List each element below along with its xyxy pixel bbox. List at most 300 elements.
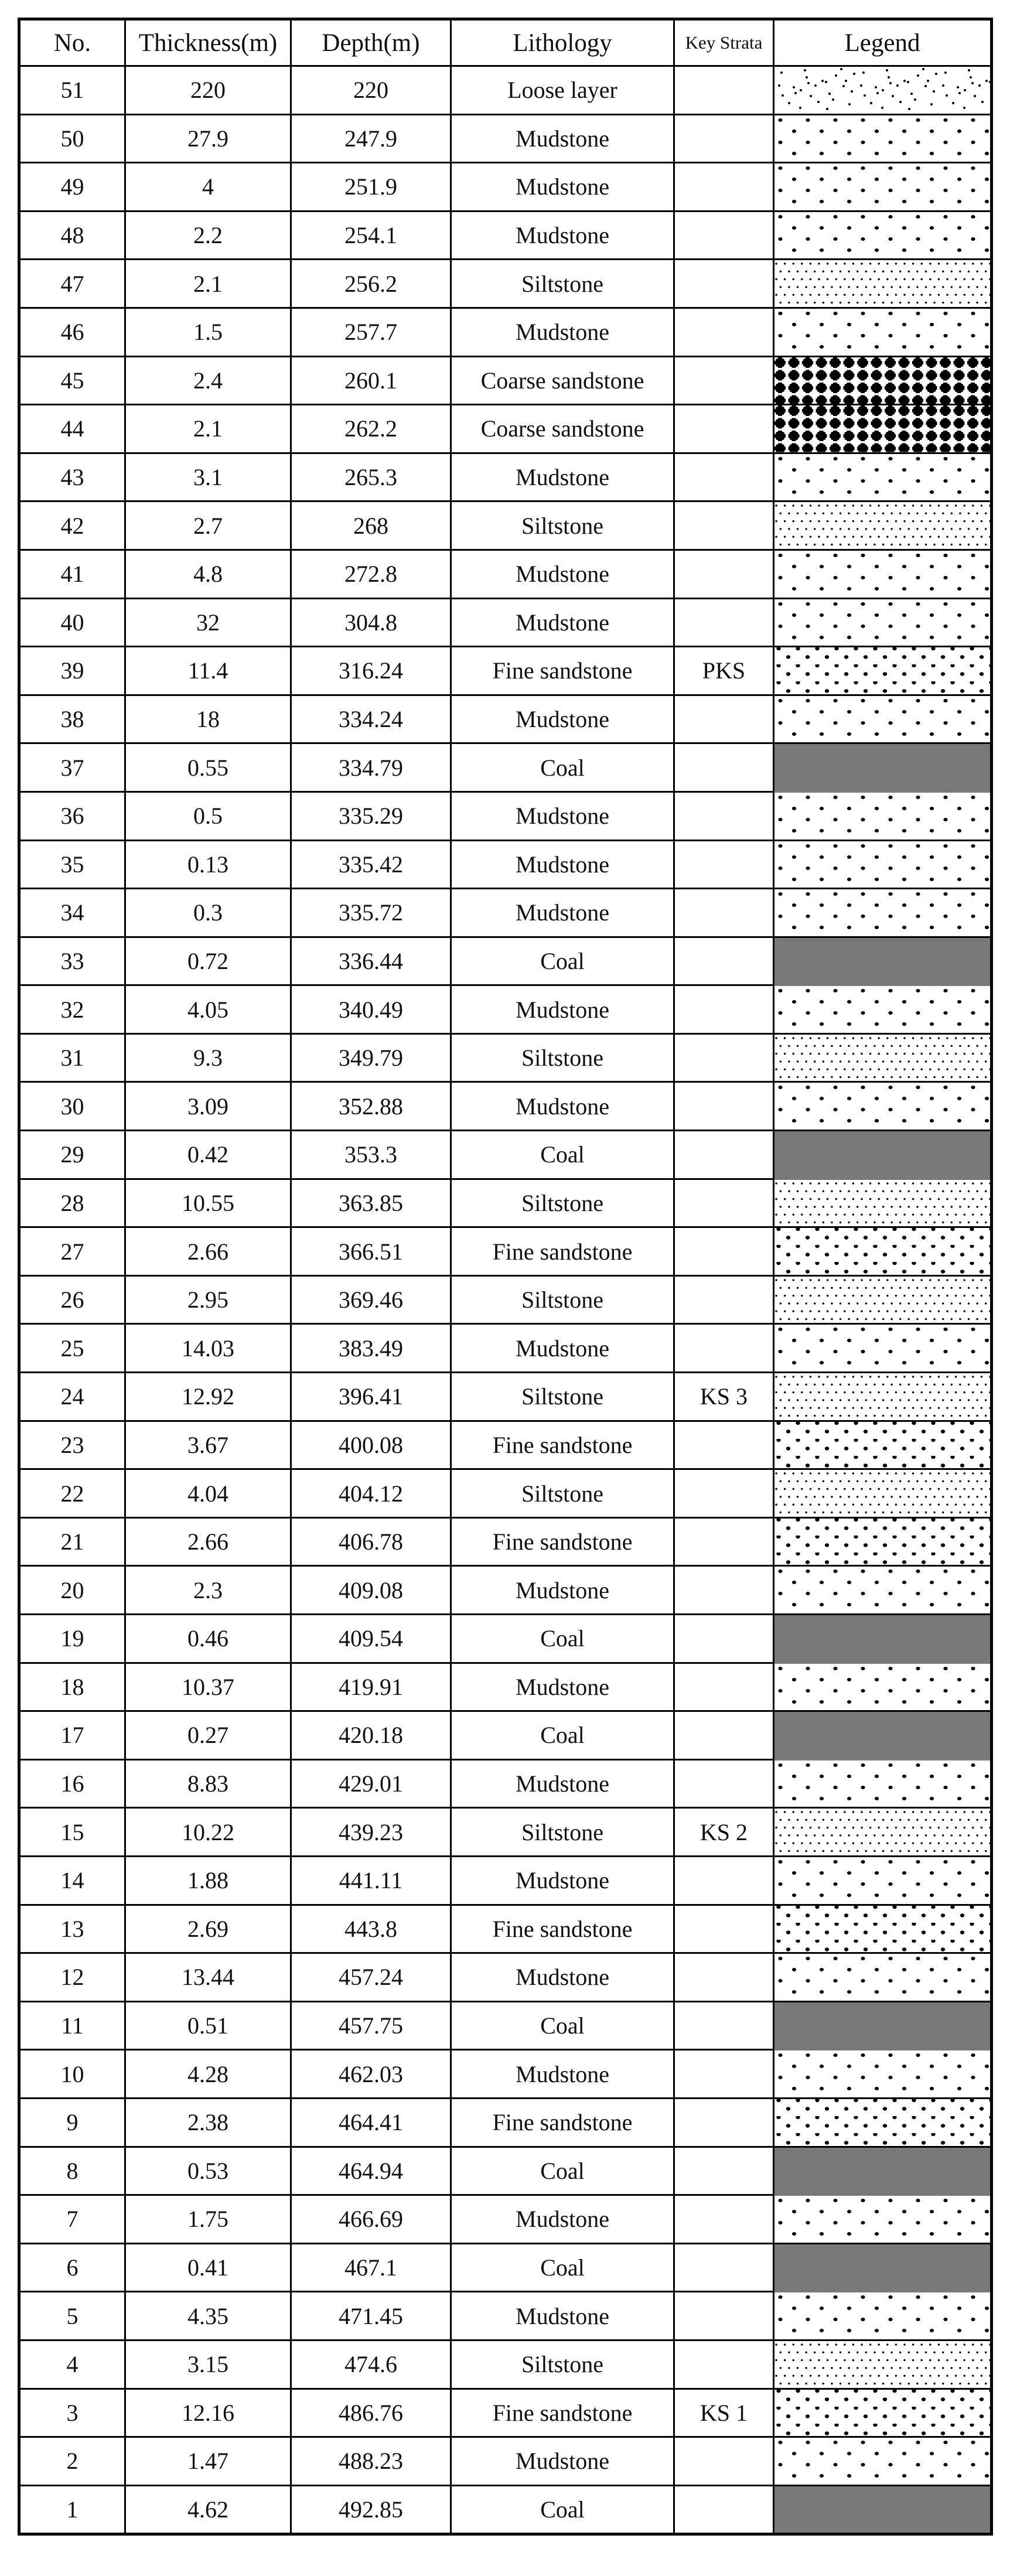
cell-lithology: Mudstone [451, 1324, 674, 1373]
legend-mudstone-pattern [774, 985, 992, 1034]
cell-thickness: 0.13 [125, 840, 291, 889]
cell-key-strata [674, 356, 774, 405]
legend-coal-fill [774, 2001, 992, 2050]
cell-key-strata [674, 2147, 774, 2195]
cell-lithology: Mudstone [451, 695, 674, 743]
cell-key-strata [674, 211, 774, 260]
cell-thickness: 0.51 [125, 2001, 291, 2050]
cell-depth: 251.9 [291, 163, 451, 211]
cell-no: 28 [19, 1179, 125, 1227]
cell-key-strata [674, 405, 774, 453]
cell-no: 4 [19, 2340, 125, 2389]
cell-lithology: Coal [451, 1131, 674, 1179]
cell-depth: 443.8 [291, 1905, 451, 1953]
cell-thickness: 0.3 [125, 889, 291, 937]
cell-key-strata: KS 3 [674, 1373, 774, 1421]
cell-thickness: 27.9 [125, 114, 291, 163]
fine-pattern-icon [774, 1519, 990, 1565]
table-row [19, 1275, 992, 1324]
cell-depth: 369.46 [291, 1275, 451, 1324]
cell-no: 10 [19, 2050, 125, 2099]
cell-lithology: Coarse sandstone [451, 356, 674, 405]
cell-depth: 334.79 [291, 743, 451, 792]
cell-thickness: 3.1 [125, 453, 291, 501]
cell-thickness: 12.16 [125, 2389, 291, 2437]
cell-lithology: Coal [451, 2485, 674, 2534]
cell-key-strata [674, 2485, 774, 2534]
cell-depth: 260.1 [291, 356, 451, 405]
cell-key-strata [674, 1663, 774, 1711]
cell-no: 43 [19, 453, 125, 501]
cell-key-strata [674, 163, 774, 211]
cell-depth: 419.91 [291, 1663, 451, 1711]
cell-depth: 441.11 [291, 1856, 451, 1905]
fine-pattern-icon [774, 647, 990, 694]
mudstone-pattern-icon [774, 599, 990, 646]
cell-depth: 474.6 [291, 2340, 451, 2389]
table-row [19, 1711, 992, 1760]
cell-key-strata [674, 501, 774, 550]
siltstone-pattern-icon [774, 1035, 990, 1081]
cell-depth: 335.72 [291, 889, 451, 937]
siltstone-pattern-icon [774, 2341, 990, 2388]
cell-key-strata [674, 2292, 774, 2340]
mudstone-pattern-icon [774, 1664, 990, 1711]
legend-fine-pattern [774, 2098, 992, 2147]
table-row [19, 114, 992, 163]
table-row [19, 356, 992, 405]
legend-coal-fill [774, 937, 992, 985]
cell-lithology: Mudstone [451, 114, 674, 163]
header-legend: Legend [774, 19, 992, 66]
cell-key-strata [674, 1275, 774, 1324]
table-row [19, 1421, 992, 1469]
table-row [19, 1856, 992, 1905]
table-row [19, 598, 992, 647]
cell-key-strata [674, 2001, 774, 2050]
cell-key-strata [674, 695, 774, 743]
cell-lithology: Siltstone [451, 1373, 674, 1421]
header-row [19, 19, 992, 66]
table-row [19, 2437, 992, 2486]
table-row [19, 2195, 992, 2244]
mudstone-pattern-icon [774, 2196, 990, 2243]
fine-pattern-icon [774, 1228, 990, 1275]
cell-no: 18 [19, 1663, 125, 1711]
mudstone-pattern-icon [774, 1567, 990, 1613]
cell-lithology: Mudstone [451, 550, 674, 598]
cell-thickness: 0.46 [125, 1615, 291, 1663]
cell-depth: 336.44 [291, 937, 451, 985]
cell-depth: 467.1 [291, 2243, 451, 2292]
legend-mudstone-pattern [774, 889, 992, 937]
cell-key-strata [674, 260, 774, 308]
mudstone-pattern-icon [774, 1083, 990, 1130]
legend-fine-pattern [774, 2389, 992, 2437]
cell-thickness: 2.2 [125, 211, 291, 260]
table-row [19, 2243, 992, 2292]
cell-no: 37 [19, 743, 125, 792]
cell-key-strata [674, 889, 774, 937]
cell-thickness: 2.66 [125, 1517, 291, 1566]
legend-mudstone-pattern [774, 1759, 992, 1808]
coarse-pattern-icon [774, 357, 990, 404]
cell-no: 39 [19, 647, 125, 695]
cell-thickness: 1.5 [125, 308, 291, 356]
cell-thickness: 0.53 [125, 2147, 291, 2195]
cell-key-strata [674, 1905, 774, 1953]
table-row [19, 695, 992, 743]
legend-mudstone-pattern [774, 163, 992, 211]
cell-thickness: 10.22 [125, 1808, 291, 1857]
cell-thickness: 3.09 [125, 1082, 291, 1131]
table-row [19, 1373, 992, 1421]
cell-lithology: Siltstone [451, 1179, 674, 1227]
cell-key-strata [674, 114, 774, 163]
cell-depth: 462.03 [291, 2050, 451, 2099]
fine-pattern-icon [774, 1906, 990, 1953]
cell-no: 12 [19, 1953, 125, 2002]
cell-lithology: Coal [451, 743, 674, 792]
cell-thickness: 13.44 [125, 1953, 291, 2002]
legend-mudstone-pattern [774, 2195, 992, 2244]
legend-siltstone-pattern [774, 1469, 992, 1518]
fine-pattern-icon [774, 2099, 990, 2146]
legend-coal-fill [774, 2485, 992, 2534]
cell-key-strata [674, 2050, 774, 2099]
cell-key-strata [674, 1517, 774, 1566]
legend-mudstone-pattern [774, 2050, 992, 2099]
legend-siltstone-pattern [774, 501, 992, 550]
table-row [19, 1905, 992, 1953]
mudstone-pattern-icon [774, 1857, 990, 1904]
cell-key-strata [674, 453, 774, 501]
table-row [19, 1615, 992, 1663]
legend-mudstone-pattern [774, 2292, 992, 2340]
cell-no: 9 [19, 2098, 125, 2147]
cell-lithology: Mudstone [451, 791, 674, 840]
cell-depth: 247.9 [291, 114, 451, 163]
cell-no: 51 [19, 66, 125, 115]
cell-depth: 457.24 [291, 1953, 451, 2002]
cell-lithology: Siltstone [451, 1275, 674, 1324]
cell-lithology: Coarse sandstone [451, 405, 674, 453]
cell-lithology: Mudstone [451, 1759, 674, 1808]
cell-lithology: Coal [451, 1711, 674, 1760]
cell-thickness: 0.5 [125, 791, 291, 840]
mudstone-pattern-icon [774, 1760, 990, 1807]
table-row [19, 1179, 992, 1227]
cell-no: 31 [19, 1033, 125, 1082]
cell-depth: 254.1 [291, 211, 451, 260]
legend-coal-fill [774, 1711, 992, 1760]
legend-coal-fill [774, 743, 992, 792]
siltstone-pattern-icon [774, 1470, 990, 1517]
table-row [19, 2292, 992, 2340]
cell-depth: 492.85 [291, 2485, 451, 2534]
cell-depth: 429.01 [291, 1759, 451, 1808]
cell-thickness: 1.75 [125, 2195, 291, 2244]
mudstone-pattern-icon [774, 2438, 990, 2485]
cell-key-strata [674, 1227, 774, 1276]
legend-coarse-pattern [774, 356, 992, 405]
mudstone-pattern-icon [774, 889, 990, 936]
cell-lithology: Coal [451, 1615, 674, 1663]
legend-siltstone-pattern [774, 1179, 992, 1227]
cell-no: 49 [19, 163, 125, 211]
cell-depth: 366.51 [291, 1227, 451, 1276]
legend-mudstone-pattern [774, 1856, 992, 1905]
cell-thickness: 4.8 [125, 550, 291, 598]
cell-no: 16 [19, 1759, 125, 1808]
mudstone-pattern-icon [774, 163, 990, 210]
cell-no: 5 [19, 2292, 125, 2340]
cell-thickness: 1.47 [125, 2437, 291, 2486]
cell-key-strata [674, 1759, 774, 1808]
cell-no: 11 [19, 2001, 125, 2050]
cell-no: 46 [19, 308, 125, 356]
cell-thickness: 220 [125, 66, 291, 115]
cell-key-strata: KS 2 [674, 1808, 774, 1857]
cell-depth: 409.08 [291, 1566, 451, 1615]
legend-fine-pattern [774, 647, 992, 695]
legend-mudstone-pattern [774, 308, 992, 356]
siltstone-pattern-icon [774, 502, 990, 549]
header-key-strata: Key Strata [674, 19, 774, 66]
cell-no: 14 [19, 1856, 125, 1905]
cell-lithology: Mudstone [451, 2050, 674, 2099]
table-header [19, 19, 992, 66]
cell-thickness: 9.3 [125, 1033, 291, 1082]
table-row [19, 2001, 992, 2050]
cell-thickness: 3.15 [125, 2340, 291, 2389]
legend-mudstone-pattern [774, 791, 992, 840]
legend-mudstone-pattern [774, 695, 992, 743]
legend-coal-fill [774, 2147, 992, 2195]
cell-no: 13 [19, 1905, 125, 1953]
cell-depth: 464.94 [291, 2147, 451, 2195]
table-row [19, 1517, 992, 1566]
cell-thickness: 4.04 [125, 1469, 291, 1518]
cell-lithology: Fine sandstone [451, 1517, 674, 1566]
cell-depth: 352.88 [291, 1082, 451, 1131]
mudstone-pattern-icon [774, 696, 990, 743]
cell-lithology: Coal [451, 2243, 674, 2292]
cell-lithology: Mudstone [451, 1856, 674, 1905]
table-row [19, 1131, 992, 1179]
cell-thickness: 2.3 [125, 1566, 291, 1615]
cell-depth: 409.54 [291, 1615, 451, 1663]
table-row [19, 1663, 992, 1711]
cell-key-strata [674, 1566, 774, 1615]
cell-lithology: Mudstone [451, 308, 674, 356]
cell-depth: 335.42 [291, 840, 451, 889]
cell-lithology: Mudstone [451, 985, 674, 1034]
cell-depth: 304.8 [291, 598, 451, 647]
legend-loose-pattern [774, 66, 992, 115]
cell-depth: 349.79 [291, 1033, 451, 1082]
cell-lithology: Mudstone [451, 453, 674, 501]
legend-mudstone-pattern [774, 114, 992, 163]
cell-depth: 268 [291, 501, 451, 550]
table-row [19, 1227, 992, 1276]
table-row [19, 889, 992, 937]
cell-depth: 466.69 [291, 2195, 451, 2244]
legend-mudstone-pattern [774, 211, 992, 260]
cell-no: 8 [19, 2147, 125, 2195]
cell-key-strata [674, 66, 774, 115]
cell-key-strata [674, 2098, 774, 2147]
cell-no: 40 [19, 598, 125, 647]
cell-thickness: 2.66 [125, 1227, 291, 1276]
mudstone-pattern-icon [774, 793, 990, 840]
cell-lithology: Mudstone [451, 1082, 674, 1131]
cell-lithology: Mudstone [451, 889, 674, 937]
mudstone-pattern-icon [774, 309, 990, 356]
legend-siltstone-pattern [774, 1275, 992, 1324]
cell-lithology: Siltstone [451, 501, 674, 550]
cell-thickness: 12.92 [125, 1373, 291, 1421]
siltstone-pattern-icon [774, 260, 990, 307]
cell-no: 23 [19, 1421, 125, 1469]
cell-lithology: Fine sandstone [451, 1905, 674, 1953]
legend-siltstone-pattern [774, 1033, 992, 1082]
legend-fine-pattern [774, 1517, 992, 1566]
cell-thickness: 4.28 [125, 2050, 291, 2099]
cell-depth: 439.23 [291, 1808, 451, 1857]
table-row [19, 2340, 992, 2389]
cell-key-strata [674, 840, 774, 889]
header-lithology: Lithology [451, 19, 674, 66]
cell-lithology: Fine sandstone [451, 647, 674, 695]
cell-no: 19 [19, 1615, 125, 1663]
cell-thickness: 11.4 [125, 647, 291, 695]
cell-lithology: Siltstone [451, 1469, 674, 1518]
legend-coal-fill [774, 2243, 992, 2292]
cell-key-strata [674, 1615, 774, 1663]
cell-lithology: Mudstone [451, 2292, 674, 2340]
cell-lithology: Loose layer [451, 66, 674, 115]
legend-mudstone-pattern [774, 1082, 992, 1131]
mudstone-pattern-icon [774, 841, 990, 888]
cell-no: 33 [19, 937, 125, 985]
cell-depth: 220 [291, 66, 451, 115]
cell-lithology: Mudstone [451, 211, 674, 260]
cell-depth: 486.76 [291, 2389, 451, 2437]
cell-lithology: Fine sandstone [451, 1227, 674, 1276]
cell-depth: 400.08 [291, 1421, 451, 1469]
cell-key-strata [674, 598, 774, 647]
cell-no: 2 [19, 2437, 125, 2486]
cell-no: 42 [19, 501, 125, 550]
table-row [19, 1566, 992, 1615]
cell-no: 20 [19, 1566, 125, 1615]
cell-key-strata [674, 1131, 774, 1179]
cell-no: 21 [19, 1517, 125, 1566]
cell-depth: 383.49 [291, 1324, 451, 1373]
cell-no: 30 [19, 1082, 125, 1131]
legend-mudstone-pattern [774, 2437, 992, 2486]
cell-lithology: Fine sandstone [451, 1421, 674, 1469]
legend-mudstone-pattern [774, 598, 992, 647]
header-depth: Depth(m) [291, 19, 451, 66]
table-row [19, 66, 992, 115]
cell-no: 17 [19, 1711, 125, 1760]
cell-lithology: Mudstone [451, 840, 674, 889]
cell-no: 22 [19, 1469, 125, 1518]
cell-no: 15 [19, 1808, 125, 1857]
table-row [19, 2389, 992, 2437]
cell-lithology: Mudstone [451, 1953, 674, 2002]
cell-key-strata [674, 937, 774, 985]
cell-no: 1 [19, 2485, 125, 2534]
cell-no: 45 [19, 356, 125, 405]
table-row [19, 308, 992, 356]
cell-depth: 265.3 [291, 453, 451, 501]
table-row [19, 163, 992, 211]
mudstone-pattern-icon [774, 212, 990, 259]
cell-thickness: 0.55 [125, 743, 291, 792]
legend-fine-pattern [774, 1421, 992, 1469]
cell-key-strata [674, 985, 774, 1034]
table-row [19, 1033, 992, 1082]
legend-siltstone-pattern [774, 1373, 992, 1421]
cell-thickness: 4.35 [125, 2292, 291, 2340]
legend-coarse-pattern [774, 405, 992, 453]
cell-no: 41 [19, 550, 125, 598]
table-row [19, 2147, 992, 2195]
cell-thickness: 2.1 [125, 405, 291, 453]
cell-depth: 404.12 [291, 1469, 451, 1518]
legend-mudstone-pattern [774, 550, 992, 598]
cell-lithology: Mudstone [451, 598, 674, 647]
cell-key-strata [674, 2340, 774, 2389]
cell-no: 25 [19, 1324, 125, 1373]
mudstone-pattern-icon [774, 115, 990, 162]
cell-key-strata [674, 2195, 774, 2244]
cell-key-strata [674, 2437, 774, 2486]
strata-table [18, 18, 993, 2536]
cell-thickness: 0.42 [125, 1131, 291, 1179]
cell-no: 7 [19, 2195, 125, 2244]
legend-coal-fill [774, 1615, 992, 1663]
cell-lithology: Mudstone [451, 2437, 674, 2486]
cell-depth: 363.85 [291, 1179, 451, 1227]
legend-mudstone-pattern [774, 840, 992, 889]
cell-no: 34 [19, 889, 125, 937]
cell-lithology: Fine sandstone [451, 2098, 674, 2147]
cell-no: 29 [19, 1131, 125, 1179]
cell-lithology: Mudstone [451, 1566, 674, 1615]
cell-lithology: Siltstone [451, 260, 674, 308]
cell-no: 27 [19, 1227, 125, 1276]
cell-depth: 262.2 [291, 405, 451, 453]
cell-thickness: 2.1 [125, 260, 291, 308]
cell-no: 44 [19, 405, 125, 453]
table-row [19, 260, 992, 308]
legend-mudstone-pattern [774, 1324, 992, 1373]
cell-depth: 406.78 [291, 1517, 451, 1566]
cell-depth: 471.45 [291, 2292, 451, 2340]
table-row [19, 1324, 992, 1373]
cell-lithology: Mudstone [451, 1663, 674, 1711]
cell-key-strata: PKS [674, 647, 774, 695]
cell-key-strata [674, 1179, 774, 1227]
cell-thickness: 2.4 [125, 356, 291, 405]
cell-depth: 457.75 [291, 2001, 451, 2050]
table-row [19, 1082, 992, 1131]
cell-key-strata [674, 791, 774, 840]
